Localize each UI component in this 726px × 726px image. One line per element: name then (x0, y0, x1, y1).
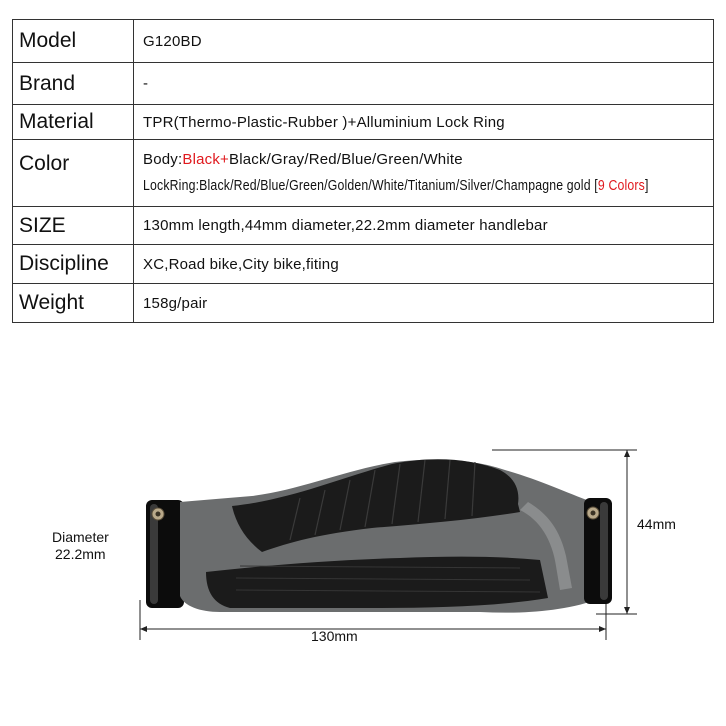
row-label: Color (13, 140, 134, 207)
height-dimension-label: 44mm (637, 516, 676, 532)
lockring-color-line (143, 173, 713, 199)
grip-rubber-top (232, 459, 520, 552)
grip-rubber-bottom (206, 557, 548, 608)
grip-ribs (290, 460, 475, 540)
bracket-open: [ (594, 177, 598, 194)
row-label: Model (13, 20, 134, 63)
table-row (13, 245, 714, 284)
row-label: Weight (13, 284, 134, 323)
bracket-close: ] (645, 177, 649, 194)
table-row (13, 140, 714, 207)
row-label: SIZE (13, 207, 134, 245)
row-value: 158g/pair (134, 284, 714, 323)
dimension-arrows (140, 450, 630, 632)
row-value: - (134, 63, 714, 105)
row-label: Material (13, 105, 134, 140)
table-row (13, 63, 714, 105)
row-label: Brand (13, 63, 134, 105)
color-count: 9 Colors (597, 177, 646, 194)
row-label: Discipline (13, 245, 134, 284)
grip-gray-shell (180, 460, 596, 613)
dimension-lines (140, 450, 637, 640)
spec-table (12, 19, 714, 323)
row-value: 130mm length,44mm diameter,22.2mm diameter handlebar (134, 207, 714, 245)
body-highlight: Black+ (182, 151, 229, 168)
length-dimension-label: 130mm (311, 628, 358, 644)
body-colors: Black/Gray/Red/Blue/Green/White (229, 151, 463, 168)
grip-lower-ribs (236, 566, 540, 592)
right-lock-ring (584, 498, 612, 604)
table-row (13, 284, 714, 323)
left-lock-ring (146, 500, 184, 608)
lockring-colors: LockRing:Black/Red/Blue/Green/Golden/White/Titanium/Silver/Champagne gold (143, 177, 595, 194)
table-row (13, 207, 714, 245)
body-color-line (143, 147, 713, 173)
row-value: XC,Road bike,City bike,fiting (134, 245, 714, 284)
table-row (13, 105, 714, 140)
color-value (134, 140, 714, 207)
row-value: TPR(Thermo-Plastic-Rubber )+Alluminium Lock Ring (134, 105, 714, 140)
diameter-value: 22.2mm (55, 546, 106, 562)
table-row (13, 20, 714, 63)
row-value: G120BD (134, 20, 714, 63)
diameter-label: Diameter (52, 529, 109, 545)
body-prefix: Body: (143, 151, 183, 168)
grip-accent (520, 502, 572, 590)
